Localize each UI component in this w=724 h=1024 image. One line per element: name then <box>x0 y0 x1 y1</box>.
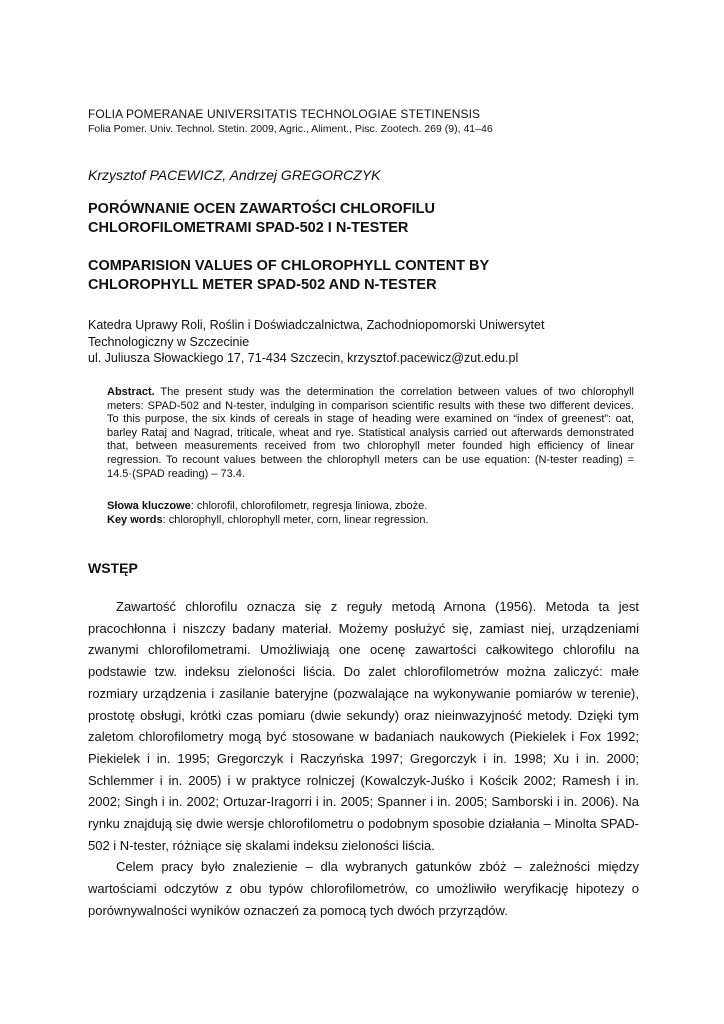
body-paragraph: Celem pracy było znalezienie – dla wybranych gatunków zbóż – zależności między wartościami odczytów z obu typów chlorofilometrów, co umożliwiło weryfikację hipotezy o porównywalności wyników oznaczeń za pomocą tych dwóch przyrządów. <box>88 859 639 918</box>
title-english-line-1: COMPARISION VALUES OF CHLOROPHYLL CONTENT BY <box>88 258 490 274</box>
affiliation-line-2: Technologiczny w Szczecinie <box>88 334 250 349</box>
journal-name: FOLIA POMERANAE UNIVERSITATIS TECHNOLOGIAE STETINENSIS <box>88 107 481 121</box>
abstract-text: The present study was the determination the correlation between values of two chlorophyll meters: SPAD-502 and N-tester, indulging in comparison scientific results with these two different devices. To this purpose, the six kinds of cereals in stage of heading were examined on “index of greenest”: oat, barley Rataj and Nagrad, triticale, wheat and rye. Statistical analysis carried out afterwards demonstrated that, between measurements received from two chlorophyll meter founded high efficiency of linear regression. To recount values between the chlorophyll meters can be use equation: (N-tester reading) = 14.5·(SPAD reading) – 73.4. <box>107 386 634 480</box>
keywords-english-label: Key words <box>107 513 163 526</box>
body-paragraph: Zawartość chlorofilu oznacza się z reguły metodą Arnona (1956). Metoda ta jest pracochłonna i niszczy badany materiał. Możemy posłużyć się, zamiast niej, urządzeniami zwanymi chlorofilometrami. Umożliwiają one ocenę zawartości całkowitego chlorofilu na podstawie tzw. indeksu zieloności liścia. Do zalet chlorofilometrów można zaliczyć: małe rozmiary urządzenia i zasilanie bateryjne (pozwalające na wykonywanie pomiarów w terenie), prostotę obsługi, krótki czas pomiaru (dwie sekundy) oraz nieinwazyjność metody. Dzięki tym zaletom chlorofilometry mogą być stosowane w badaniach naukowych (Piekielek i Fox 1992; Piekielek i in. 1995; Gregorczyk i Raczyńska 1997; Gregorczyk i in. 1998; Xu i in. 2000; Schlemmer i in. 2005) i w praktyce rolniczej (Kowalczyk-Juśko i Kościk 2002; Ramesh i in. 2002; Singh i in. 2002; Ortuzar-Iragorri i in. 2005; Spanner i in. 2005; Samborski i in. 2006). Na rynku znajdują się dwie wersje chlorofilometru o podobnym sposobie działania – Minolta SPAD-502 i N-tester, różniące się skalami indeksu zieloności liścia. <box>88 599 639 853</box>
keywords-english-text: : chlorophyll, chlorophyll meter, corn, linear regression. <box>162 513 429 526</box>
abstract <box>107 386 634 481</box>
title-english <box>88 257 648 295</box>
title-polish-line-1: PORÓWNANIE OCEN ZAWARTOŚCI CHLOROFILU <box>88 201 435 217</box>
keywords-polish <box>107 500 634 514</box>
section-body <box>88 596 639 922</box>
authors: Krzysztof PACEWICZ, Andrzej GREGORCZYK <box>88 167 381 183</box>
keywords-english <box>107 514 634 528</box>
title-polish <box>88 200 648 238</box>
keywords-polish-text: : chlorofil, chlorofilometr, regresja liniowa, zboże. <box>190 500 428 512</box>
journal-header <box>88 106 648 137</box>
keywords <box>107 500 634 527</box>
abstract-label: Abstract. <box>107 386 155 398</box>
journal-citation: Folia Pomer. Univ. Technol. Stetin. 2009, Agric., Aliment., Pisc. Zootech. 269 (9), 41–46 <box>88 123 493 135</box>
title-english-line-2: CHLOROPHYLL METER SPAD-502 AND N-TESTER <box>88 277 437 293</box>
affiliation <box>88 317 648 367</box>
affiliation-line-1: Katedra Uprawy Roli, Roślin i Doświadczalnictwa, Zachodniopomorski Uniwersytet <box>88 318 545 332</box>
title-polish-line-2: CHLOROFILOMETRAMI SPAD-502 I N-TESTER <box>88 220 409 236</box>
affiliation-line-3: ul. Juliusza Słowackiego 17, 71-434 Szczecin, krzysztof.pacewicz@zut.edu.pl <box>88 351 519 365</box>
keywords-polish-label: Słowa kluczowe <box>107 500 191 512</box>
section-heading: WSTĘP <box>88 560 138 576</box>
